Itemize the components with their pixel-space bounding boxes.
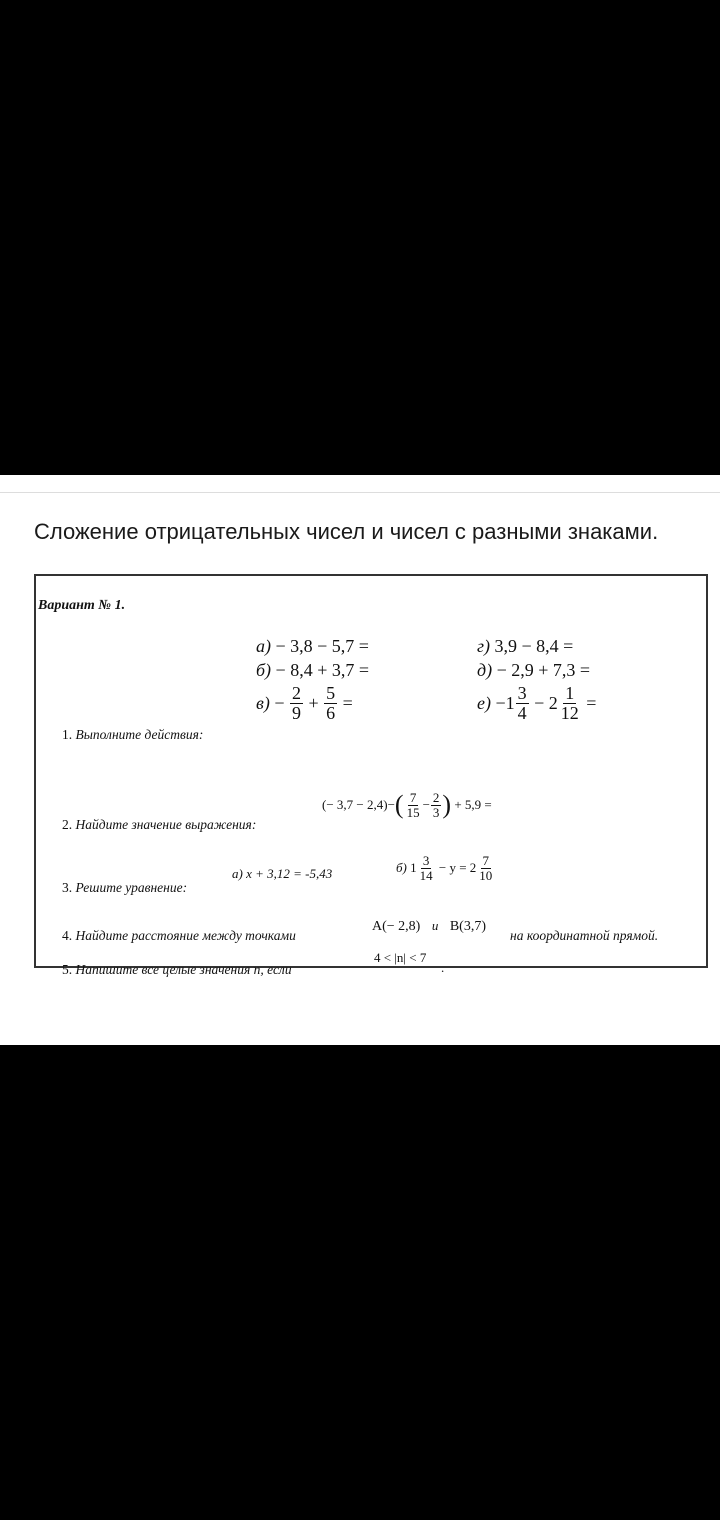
fraction: $\frac{2}{3}$ bbox=[432, 789, 440, 820]
task1-item-v bbox=[256, 684, 353, 723]
fraction: $\frac{7}{15}$ bbox=[406, 789, 420, 820]
operator: − 2 bbox=[534, 692, 558, 713]
page-title: Сложение отрицательных чисел и чисел с разными знаками. bbox=[34, 519, 659, 544]
task1-item-d bbox=[477, 660, 590, 681]
task1-item-e bbox=[477, 684, 596, 723]
task3-label: 3. Решите уравнение: bbox=[62, 880, 188, 895]
equals: = bbox=[342, 692, 353, 713]
task1-item-g bbox=[477, 636, 573, 657]
item-expr: 3,9 − 8,4 = bbox=[494, 636, 574, 656]
task4-points: A(− 2,8) и B(3,7) bbox=[372, 918, 487, 934]
task3-equation-a: а) x + 3,12 = -5,43 bbox=[232, 866, 333, 881]
fraction: $\frac{1}{12}$ bbox=[560, 683, 579, 723]
item-label: г) bbox=[477, 636, 491, 656]
worksheet-box bbox=[34, 574, 708, 977]
item-expr: − 2,9 + 7,3 = bbox=[496, 660, 591, 680]
task3-equation-b: б) 1 $\frac{3}{14}$ − y = 2 $\frac{7}{10}$ bbox=[396, 853, 493, 883]
item-label: д) bbox=[477, 660, 493, 680]
task2-expression: (− 3,7 − 2,4)−( $\frac{7}{15}$ − $\frac{2}{3}$ ) + 5,9 = bbox=[322, 789, 492, 820]
item-expr: − 3,8 − 5,7 = bbox=[275, 636, 369, 656]
divider bbox=[0, 492, 720, 493]
fraction: $\frac{5}{6}$ bbox=[326, 683, 336, 723]
item-label: а) bbox=[256, 636, 271, 656]
task1-item-a bbox=[256, 636, 369, 657]
item-label: в) bbox=[256, 692, 270, 713]
variant-heading: Вариант № 1. bbox=[38, 598, 126, 613]
task5-condition: 4 < |n| < 7 bbox=[374, 950, 427, 965]
fraction: $\frac{3}{14}$ bbox=[419, 853, 433, 883]
fraction: $\frac{3}{4}$ bbox=[517, 683, 527, 723]
task1-label: 1. Выполните действия: bbox=[62, 727, 204, 742]
task4-label: 4. Найдите расстояние между точками bbox=[62, 928, 296, 943]
task1-item-b bbox=[256, 660, 369, 681]
document-page bbox=[0, 475, 720, 1045]
equals: = bbox=[586, 692, 597, 713]
sign: − bbox=[495, 692, 506, 713]
task5-dot: . bbox=[441, 960, 445, 975]
item-expr: − 8,4 + 3,7 = bbox=[275, 660, 370, 680]
operator: + bbox=[308, 692, 319, 713]
whole-part: 1 bbox=[505, 692, 515, 713]
fraction: $\frac{7}{10}$ bbox=[479, 853, 493, 883]
task2-label: 2. Найдите значение выражения: bbox=[62, 817, 257, 832]
task5-label: 5. Напишите все целые значения n, если bbox=[62, 962, 292, 977]
sign: − bbox=[274, 692, 285, 713]
task4-tail: на координатной прямой. bbox=[510, 928, 659, 943]
item-label: е) bbox=[477, 692, 491, 713]
item-label: б) bbox=[256, 660, 272, 680]
fraction: $\frac{2}{9}$ bbox=[291, 683, 301, 723]
